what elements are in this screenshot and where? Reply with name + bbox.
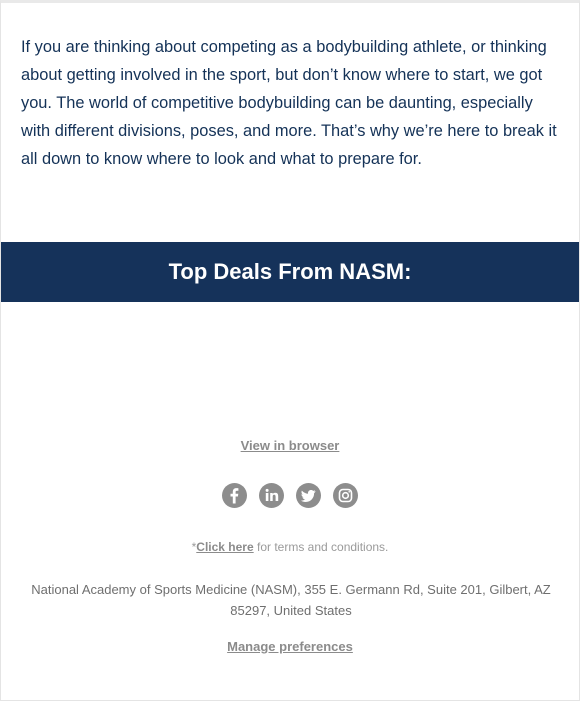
deals-banner <box>1 242 579 302</box>
terms-suffix: for terms and conditions. <box>253 540 389 554</box>
twitter-icon[interactable] <box>296 483 321 508</box>
manage-preferences-link[interactable]: Manage preferences <box>227 639 353 654</box>
facebook-icon[interactable] <box>222 483 247 508</box>
social-links <box>1 483 579 508</box>
company-address: National Academy of Sports Medicine (NASM), 355 E. Germann Rd, Suite 201, Gilbert, AZ 85297, United States <box>31 582 551 618</box>
linkedin-icon[interactable] <box>259 483 284 508</box>
intro-paragraph: If you are thinking about competing as a bodybuilding athlete, or thinking about getting involved in the sport, but don’t know where to start, we got you. The world of competitive bodybuilding can be daunting, especially with different divisions, poses, and more. That’s why we’re here to break it all down to know where to look and what to prepare for. <box>21 38 557 168</box>
view-in-browser-link[interactable]: View in browser <box>240 438 340 453</box>
terms-link[interactable]: Click here <box>196 540 254 554</box>
terms-asterisk: * <box>191 540 197 554</box>
instagram-icon[interactable] <box>333 483 358 508</box>
deals-title: Top Deals From NASM: <box>168 259 412 284</box>
terms-line <box>1 540 579 554</box>
